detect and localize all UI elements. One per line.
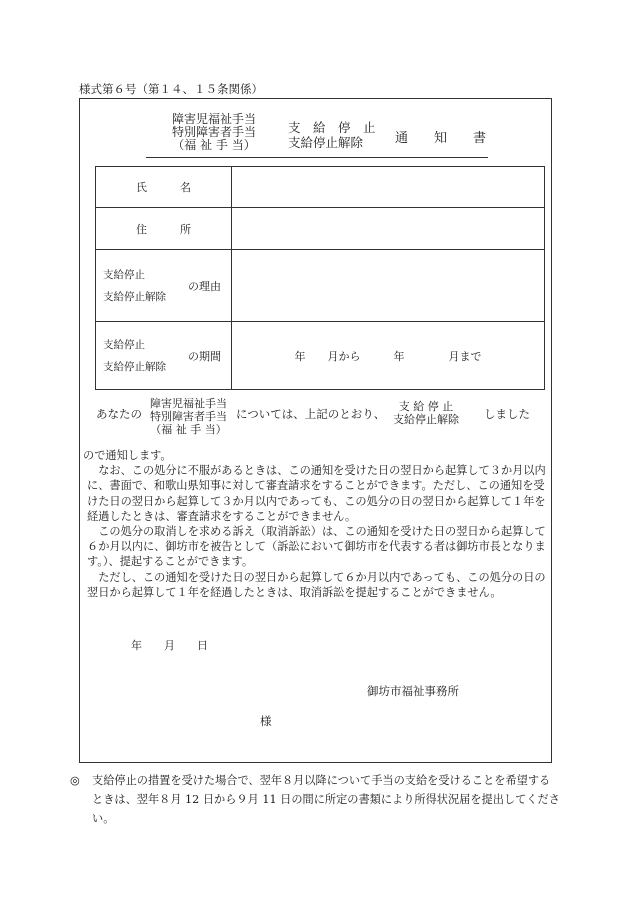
form-number-label: 様式第６号（第１４、１５条関係） — [79, 82, 263, 96]
body-paragraph-appeal: なお、この処分に不服があるときは、この通知を受けた日の翌日から起算して３か月以内に、書面で、和歌山県知事に対して審査請求をすることができます。ただし、この通知を受けた日の翌日から起算して３か月以内であっても、この処分の日の翌日から起算して１年を経過したときは、審査請求をすることができません。 — [87, 464, 546, 523]
name-value[interactable] — [232, 167, 545, 208]
name-label: 氏 名 — [96, 167, 232, 208]
title-action-line: 支 給 停 止 — [288, 120, 376, 135]
reason-line: 支給停止 — [103, 269, 145, 281]
body-text — [83, 448, 547, 600]
reason-suffix: の理由 — [188, 280, 221, 293]
recipient-honorific: 様 — [260, 714, 272, 728]
title-underline — [146, 157, 488, 158]
body-paragraph-limit: ただし、この通知を受けた日の翌日から起算して６か月以内であっても、この処分の日の翌日から起算して１年を経過したときは、取消訴訟を提起することができません。 — [87, 570, 546, 599]
period-suffix: の期間 — [188, 350, 221, 363]
reason-value[interactable] — [232, 250, 545, 322]
sentence-allowance-line: 障害児福祉手当 — [150, 397, 227, 410]
period-label — [96, 322, 232, 390]
title-action-types — [288, 120, 376, 150]
sentence-allowance-types — [150, 397, 227, 436]
title-allowance-types — [172, 113, 256, 152]
info-table — [95, 166, 545, 390]
body-intro: ので通知します。 — [83, 449, 172, 462]
period-line: 支給停止解除 — [103, 361, 166, 373]
title-notice: 通 知 書 — [395, 131, 487, 146]
body-paragraph-lawsuit: この処分の取消しを求める訴え（取消訴訟）は、この通知を受けた日の翌日から起算して６か月以内に、御坊市を被告として（訴訟において御坊市を代表する者は御坊市長となります。）、提起することができます。 — [87, 525, 546, 569]
footnote — [70, 771, 560, 828]
table-row-name — [96, 167, 545, 208]
sentence-action-line: 支 給 停 止 — [398, 400, 454, 413]
address-label: 住 所 — [96, 208, 232, 250]
sentence-prefix: あなたの — [96, 407, 142, 421]
sentence-action-line: 支給停止解除 — [393, 413, 459, 426]
period-stack — [103, 334, 166, 378]
period-line: 支給停止 — [103, 339, 145, 351]
sentence-allowance-line: 特別障害者手当 — [150, 410, 227, 423]
sentence-middle: については、上記のとおり、 — [236, 407, 386, 421]
title-allowance-line: 特別障害者手当 — [172, 125, 257, 139]
date-line: 年 月 日 — [131, 639, 208, 652]
sentence-suffix: しました — [484, 407, 530, 421]
table-row-address — [96, 208, 545, 250]
sentence-allowance-line: （福 祉 手 当） — [150, 423, 227, 436]
reason-label — [96, 250, 232, 322]
footnote-text: 支給停止の措置を受けた場合で、翌年８月以降について手当の支給を受けることを希望するときは、翌年８月 12 日から９月 11 日の間に所定の書類により所得状況届を提出してください。 — [92, 774, 560, 825]
title-allowance-line: 障害児福祉手当 — [172, 112, 257, 126]
reason-stack — [103, 264, 166, 308]
title-allowance-line: （福 祉 手 当） — [172, 138, 256, 152]
address-value[interactable] — [232, 208, 545, 250]
period-value[interactable]: 年 月から 年 月まで — [232, 322, 545, 390]
issuing-office: 御坊市福祉事務所 — [367, 684, 459, 698]
double-circle-icon: ◎ — [70, 774, 80, 787]
table-row-period — [96, 322, 545, 390]
sentence-action-types — [393, 400, 459, 426]
title-action-line: 支給停止解除 — [288, 135, 364, 150]
reason-line: 支給停止解除 — [103, 291, 166, 303]
table-row-reason — [96, 250, 545, 322]
